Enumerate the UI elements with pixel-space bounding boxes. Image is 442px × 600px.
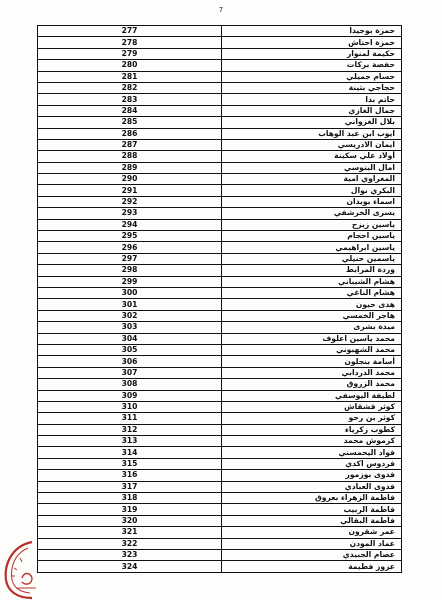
number-cell: 287 — [38, 139, 222, 150]
name-cell: حجاجي بثينة — [222, 82, 402, 93]
name-cell: ياسين احجام — [222, 231, 402, 242]
name-cell: أسامة بنجلون — [222, 356, 402, 367]
name-cell: ميدة بشرى — [222, 322, 402, 333]
table-row — [38, 333, 402, 344]
number-cell: 299 — [38, 276, 222, 287]
number-cell: 298 — [38, 265, 222, 276]
table-row — [38, 276, 402, 287]
table-row — [38, 60, 402, 71]
name-cell: البكري نوال — [222, 185, 402, 196]
table-row — [38, 37, 402, 48]
table-row — [38, 413, 402, 424]
name-cell: ياسين زيزح — [222, 219, 402, 230]
table-row — [38, 82, 402, 93]
table-body — [38, 26, 402, 573]
name-cell: أولاد علي سكينة — [222, 151, 402, 162]
table-row — [38, 470, 402, 481]
table-row — [38, 208, 402, 219]
number-cell: 312 — [38, 424, 222, 435]
name-cell: وردة المرابط — [222, 265, 402, 276]
name-cell: فدوى بوزمور — [222, 470, 402, 481]
table-row — [38, 71, 402, 82]
table-row — [38, 322, 402, 333]
table-row — [38, 561, 402, 572]
table-row — [38, 549, 402, 560]
table-row — [38, 538, 402, 549]
name-cell: حاتم بدا — [222, 94, 402, 105]
name-cell: هشام الشيباني — [222, 276, 402, 287]
number-cell: 316 — [38, 470, 222, 481]
number-cell: 322 — [38, 538, 222, 549]
official-stamp — [2, 538, 44, 600]
name-cell: ياسمين حنيلي — [222, 253, 402, 264]
number-cell: 278 — [38, 37, 222, 48]
name-cell: محمد الدردابي — [222, 367, 402, 378]
table-row — [38, 481, 402, 492]
table-row — [38, 436, 402, 447]
number-cell: 319 — [38, 504, 222, 515]
table-row — [38, 527, 402, 538]
name-cell: فاطمة البقالي — [222, 515, 402, 526]
number-cell: 290 — [38, 174, 222, 185]
name-cell: عزوز فطيمة — [222, 561, 402, 572]
table-row — [38, 287, 402, 298]
table-row — [38, 253, 402, 264]
number-cell: 281 — [38, 71, 222, 82]
number-cell: 288 — [38, 151, 222, 162]
table-row — [38, 174, 402, 185]
table-row — [38, 94, 402, 105]
name-cell: لطيفة اليوسفي — [222, 390, 402, 401]
table-row — [38, 504, 402, 515]
number-cell: 320 — [38, 515, 222, 526]
name-cell: هاجر الخمسي — [222, 310, 402, 321]
name-cell: فاطمة الربيب — [222, 504, 402, 515]
number-cell: 293 — [38, 208, 222, 219]
table-row — [38, 231, 402, 242]
table-row — [38, 493, 402, 504]
name-cell: المغراوي امية — [222, 174, 402, 185]
table-row — [38, 105, 402, 116]
number-cell: 294 — [38, 219, 222, 230]
number-cell: 300 — [38, 287, 222, 298]
number-cell: 315 — [38, 458, 222, 469]
name-cell: كوثر بن رحو — [222, 413, 402, 424]
number-cell: 303 — [38, 322, 222, 333]
name-cell: فواد اليحمسني — [222, 447, 402, 458]
table-row — [38, 242, 402, 253]
number-cell: 289 — [38, 162, 222, 173]
name-cell: محمد ياسين اعلوف — [222, 333, 402, 344]
number-cell: 301 — [38, 299, 222, 310]
name-cell: حمزة بوجيدا — [222, 26, 402, 37]
table-row — [38, 424, 402, 435]
page-number: 7 — [218, 6, 224, 14]
number-cell: 291 — [38, 185, 222, 196]
number-cell: 321 — [38, 527, 222, 538]
number-cell: 324 — [38, 561, 222, 572]
name-cell: فاطمة الزهراء بعروق — [222, 493, 402, 504]
table-row — [38, 139, 402, 150]
table-row — [38, 219, 402, 230]
table-row — [38, 196, 402, 207]
name-cell: كطوب زكرياء — [222, 424, 402, 435]
name-cell: بلال الغزواني — [222, 117, 402, 128]
table-row — [38, 151, 402, 162]
number-cell: 296 — [38, 242, 222, 253]
number-cell: 304 — [38, 333, 222, 344]
name-cell: محمد الشهبوني — [222, 344, 402, 355]
number-cell: 284 — [38, 105, 222, 116]
table-row — [38, 299, 402, 310]
number-cell: 285 — [38, 117, 222, 128]
table-row — [38, 356, 402, 367]
table-row — [38, 447, 402, 458]
name-cell: اسماء بويدان — [222, 196, 402, 207]
table-row — [38, 117, 402, 128]
name-cell: فردوس اكدي — [222, 458, 402, 469]
number-cell: 302 — [38, 310, 222, 321]
names-table — [37, 25, 402, 573]
number-cell: 317 — [38, 481, 222, 492]
table-row — [38, 390, 402, 401]
name-cell: كرموش محمد — [222, 436, 402, 447]
name-cell: كوثر قشقاش — [222, 401, 402, 412]
table-row — [38, 515, 402, 526]
number-cell: 306 — [38, 356, 222, 367]
table-row — [38, 401, 402, 412]
number-cell: 279 — [38, 48, 222, 59]
table-row — [38, 162, 402, 173]
name-cell: امال اليتوسي — [222, 162, 402, 173]
name-cell: حمزة احتاش — [222, 37, 402, 48]
name-cell: ياسين ابراهيمي — [222, 242, 402, 253]
name-cell: حكيمة لمنوار — [222, 48, 402, 59]
name-cell: ايمان الادريسي — [222, 139, 402, 150]
name-cell: جمال الغازي — [222, 105, 402, 116]
name-cell: محمد الزروق — [222, 379, 402, 390]
table-row — [38, 48, 402, 59]
number-cell: 283 — [38, 94, 222, 105]
name-cell: حفصة بركات — [222, 60, 402, 71]
table-row — [38, 367, 402, 378]
number-cell: 292 — [38, 196, 222, 207]
number-cell: 314 — [38, 447, 222, 458]
table-row — [38, 265, 402, 276]
number-cell: 311 — [38, 413, 222, 424]
name-cell: ايوب ابن عبد الوهاب — [222, 128, 402, 139]
name-cell: هشام الناغي — [222, 287, 402, 298]
name-cell: فدوى العبادي — [222, 481, 402, 492]
number-cell: 286 — [38, 128, 222, 139]
number-cell: 318 — [38, 493, 222, 504]
number-cell: 305 — [38, 344, 222, 355]
number-cell: 277 — [38, 26, 222, 37]
name-cell: عصام الجبيدي — [222, 549, 402, 560]
number-cell: 308 — [38, 379, 222, 390]
number-cell: 307 — [38, 367, 222, 378]
table-row — [38, 128, 402, 139]
number-cell: 310 — [38, 401, 222, 412]
table-row — [38, 310, 402, 321]
number-cell: 313 — [38, 436, 222, 447]
number-cell: 323 — [38, 549, 222, 560]
name-cell: هدى حيون — [222, 299, 402, 310]
number-cell: 295 — [38, 231, 222, 242]
name-cell: عمر شقرون — [222, 527, 402, 538]
table-row — [38, 185, 402, 196]
table-row — [38, 344, 402, 355]
name-cell: عماد المودن — [222, 538, 402, 549]
name-cell: يسرى الخرشفي — [222, 208, 402, 219]
name-cell: حسام جميلي — [222, 71, 402, 82]
number-cell: 282 — [38, 82, 222, 93]
table-row — [38, 26, 402, 37]
number-cell: 309 — [38, 390, 222, 401]
number-cell: 280 — [38, 60, 222, 71]
table-row — [38, 379, 402, 390]
table-row — [38, 458, 402, 469]
number-cell: 297 — [38, 253, 222, 264]
